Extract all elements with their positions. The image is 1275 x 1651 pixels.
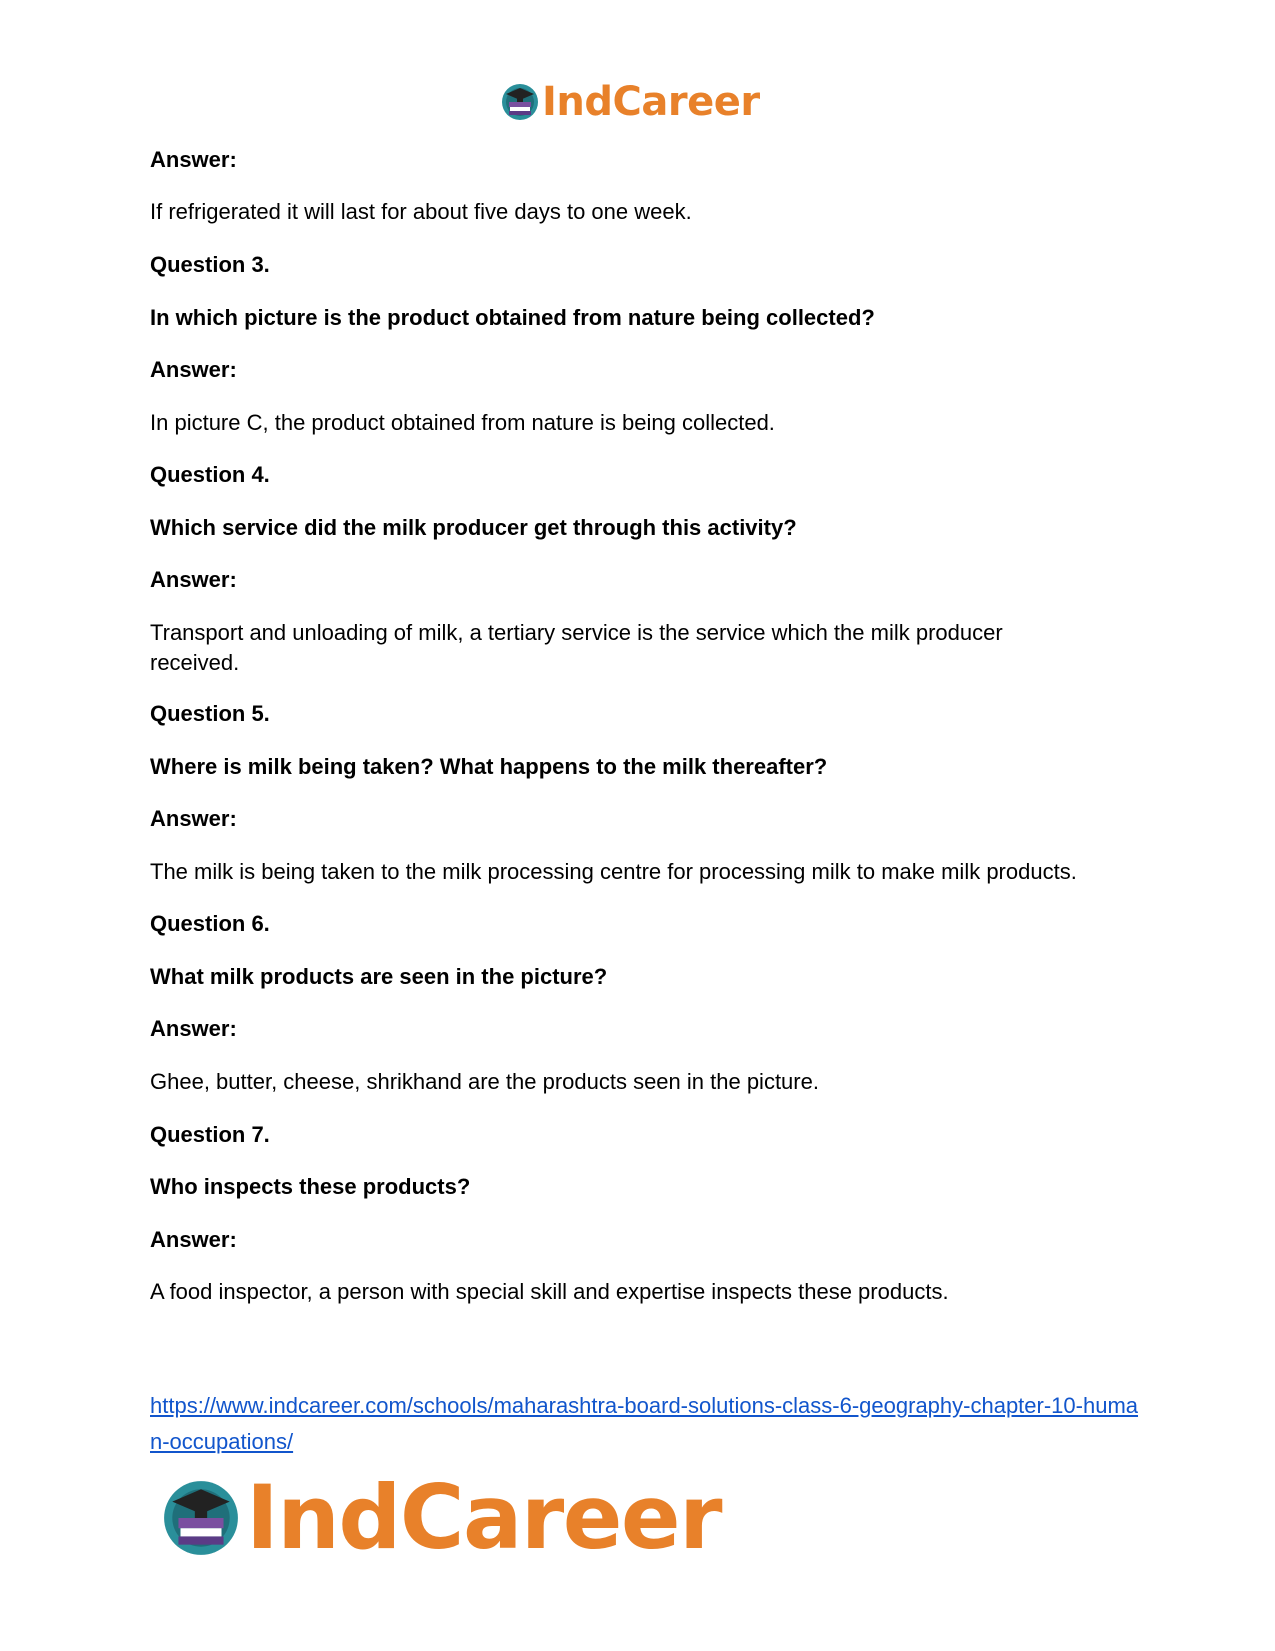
answer-label: Answer: (150, 567, 237, 592)
source-link[interactable]: https://www.indcareer.com/schools/maharashtra-board-solutions-class-6-geography-chapter-10-human-occupations/ (150, 1393, 1139, 1454)
answer-text: A food inspector, a person with special skill and expertise inspects these products. (150, 1279, 949, 1304)
answer-text: The milk is being taken to the milk processing centre for processing milk to make milk products. (150, 859, 1077, 884)
answer-text: If refrigerated it will last for about five days to one week. (150, 199, 692, 224)
answer-label: Answer: (150, 357, 237, 382)
header-logo (500, 78, 760, 126)
answer-text: Transport and unloading of milk, a tertiary service is the service which the milk producer received. (150, 620, 1003, 675)
question-number: Question 5. (150, 701, 270, 726)
answer-label: Answer: (150, 147, 237, 172)
question-text: In which picture is the product obtained from nature being collected? (150, 305, 875, 330)
footer-logo (160, 1468, 721, 1568)
question-number: Question 7. (150, 1122, 270, 1147)
answer-text: In picture C, the product obtained from nature is being collected. (150, 410, 775, 435)
question-text: Where is milk being taken? What happens to the milk thereafter? (150, 754, 828, 779)
question-number: Question 4. (150, 462, 270, 487)
footer-logo-text: IndCareer (246, 1466, 722, 1569)
question-text: What milk products are seen in the picture? (150, 964, 608, 989)
source-link-block (150, 1388, 1150, 1460)
header-logo-text: IndCareer (542, 79, 760, 125)
question-number: Question 6. (150, 911, 270, 936)
answer-label: Answer: (150, 1016, 237, 1041)
answer-text: Ghee, butter, cheese, shrikhand are the products seen in the picture. (150, 1069, 819, 1094)
graduation-cap-books-icon (160, 1477, 242, 1559)
question-number: Question 3. (150, 252, 270, 277)
answer-label: Answer: (150, 1227, 237, 1252)
graduation-cap-books-icon (500, 82, 540, 122)
question-text: Who inspects these products? (150, 1174, 471, 1199)
answer-label: Answer: (150, 806, 237, 831)
question-text: Which service did the milk producer get through this activity? (150, 515, 797, 540)
